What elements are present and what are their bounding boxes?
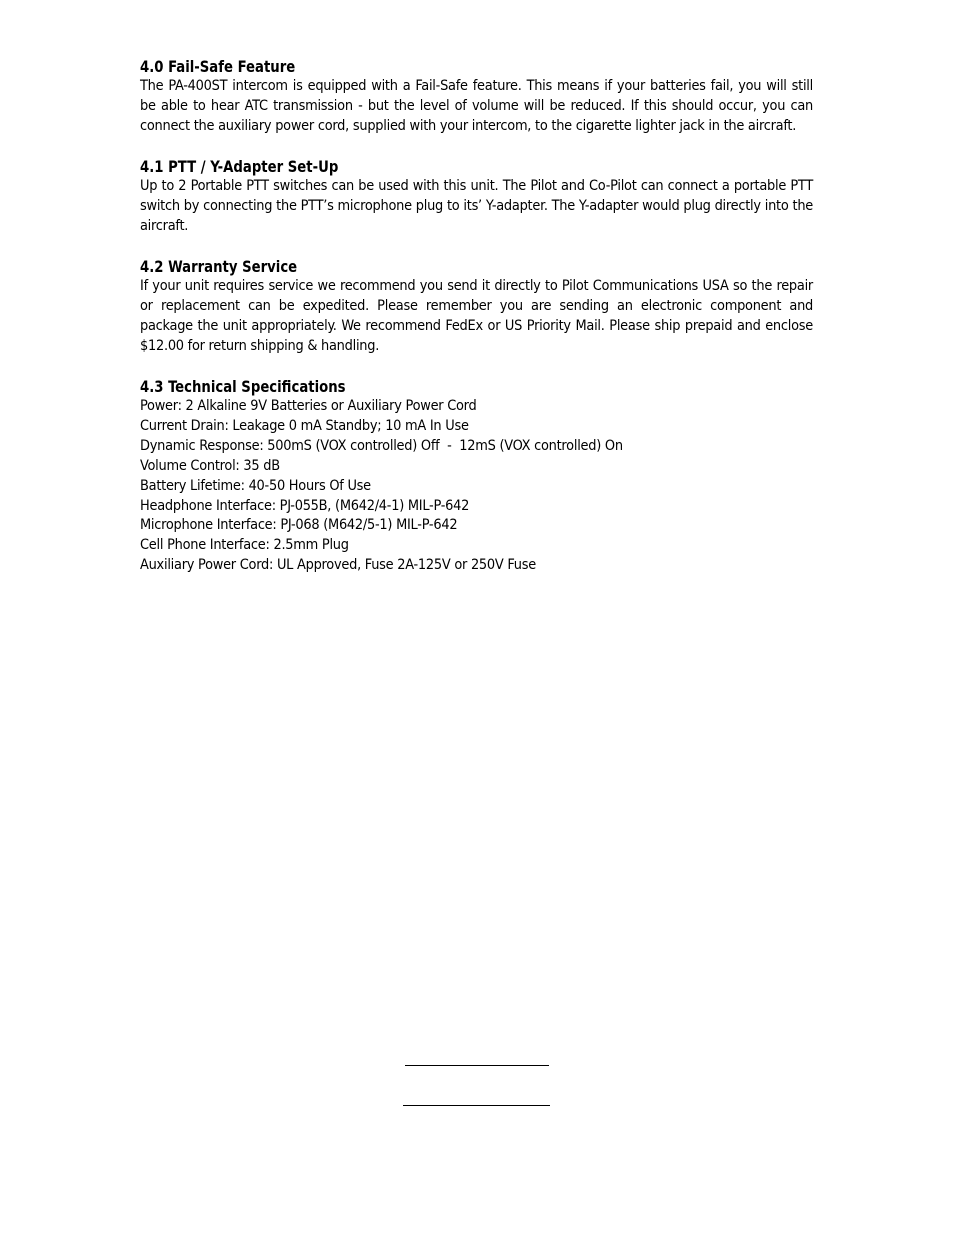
spec-list bbox=[140, 397, 813, 576]
section-warranty bbox=[140, 257, 813, 357]
section-ptt-adapter bbox=[140, 157, 813, 237]
signature-line bbox=[405, 1065, 549, 1066]
spec-item: Current Drain: Leakage 0 mA Standby; 10 mA In Use bbox=[140, 417, 469, 434]
section-body: Up to 2 Portable PTT switches can be used with this unit. The Pilot and Co-Pilot can connect a portable PTT switch by connecting the PTT’s microphone plug to its’ Y-adapter. The Y-adapter would plug directly into the aircraft. bbox=[140, 178, 813, 234]
section-fail-safe bbox=[140, 57, 813, 137]
spec-item: Battery Lifetime: 40-50 Hours Of Use bbox=[140, 477, 371, 494]
section-heading: 4.2 Warranty Service bbox=[140, 257, 298, 276]
section-heading: 4.1 PTT / Y-Adapter Set-Up bbox=[140, 157, 339, 176]
spec-item: Headphone Interface: PJ-055B, (M642/4-1) MIL-P-642 bbox=[140, 497, 470, 514]
spec-item: Auxiliary Power Cord: UL Approved, Fuse 2A-125V or 250V Fuse bbox=[140, 557, 536, 574]
section-heading: 4.0 Fail-Safe Feature bbox=[140, 57, 296, 76]
spec-item: Cell Phone Interface: 2.5mm Plug bbox=[140, 537, 349, 554]
section-heading: 4.3 Technical Specifications bbox=[140, 377, 346, 396]
spec-item: Dynamic Response: 500mS (VOX controlled) Off - 12mS (VOX controlled) On bbox=[140, 437, 623, 454]
signature-line bbox=[403, 1105, 550, 1106]
spec-item: Volume Control: 35 dB bbox=[140, 457, 280, 474]
section-technical-specs bbox=[140, 377, 813, 576]
spec-item: Microphone Interface: PJ-068 (M642/5-1) MIL-P-642 bbox=[140, 517, 458, 534]
section-body: The PA-400ST intercom is equipped with a Fail-Safe feature. This means if your batteries fail, you will still be able to hear ATC transmission - but the level of volume will be reduced. If this should occur, you can connect the auxiliary power cord, supplied with your intercom, to the cigarette lighter jack in the aircraft. bbox=[140, 78, 813, 134]
spec-item: Power: 2 Alkaline 9V Batteries or Auxiliary Power Cord bbox=[140, 398, 477, 414]
section-body: If your unit requires service we recommend you send it directly to Pilot Communications USA so the repair or replacement can be expedited. Please remember you are sending an electronic component and package the unit appropriately. We recommend FedEx or US Priority Mail. Please ship prepaid and enclose $12.00 for return shipping & handling. bbox=[140, 278, 813, 354]
